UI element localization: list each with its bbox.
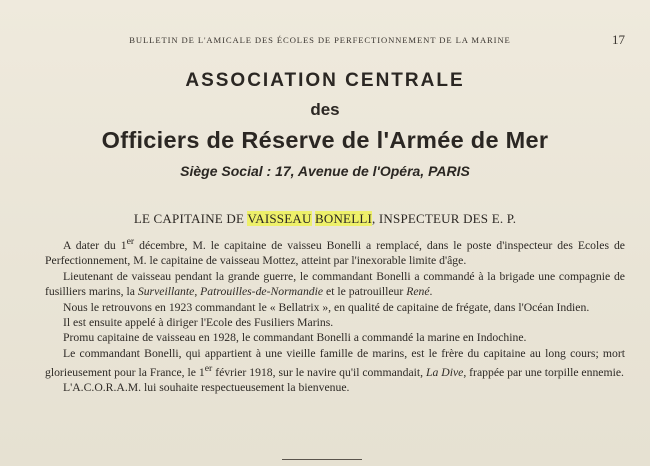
title-association-centrale: ASSOCIATION CENTRALE bbox=[185, 70, 465, 91]
p6-part-c: , frappée par une torpille ennemie. bbox=[463, 366, 624, 380]
heading-highlight-bonelli: BONELLI bbox=[315, 211, 372, 226]
page-number: 17 bbox=[612, 32, 625, 47]
p6-part-a: Le commandant Bonelli, qui appartient à une vieille famille de marins, est le frère du capitaine au long cours; mort glorieusement pour la France, le 1 bbox=[45, 346, 625, 380]
paragraph-5: Promu capitaine de vaisseau en 1928, le commandant Bonelli a commandé la marine en Indochine. bbox=[63, 331, 527, 345]
bottom-divider bbox=[282, 459, 362, 460]
paragraph-4: Il est ensuite appelé à diriger l'Ecole des Fusiliers Marins. bbox=[63, 315, 334, 329]
running-header: BULLETIN DE L'AMICALE DES ÉCOLES DE PERFECTIONNEMENT DE LA MARINE bbox=[129, 35, 511, 45]
heading-prefix: LE CAPITAINE DE bbox=[133, 211, 248, 226]
p2-ship-rene: René bbox=[406, 285, 430, 299]
p1-part-b: décembre, M. le capitaine de vaisseu Bonelli a remplacé, dans le poste d'inspecteur des Ecoles de Perfectionnement, M. le capitaine de vaisseau Mottez, atteint par l'inexorable limite d'âge. bbox=[45, 238, 625, 268]
heading-highlight-vaisseau: VAISSEAU bbox=[247, 211, 312, 226]
p2-part-b: , bbox=[194, 285, 201, 299]
p6-sup: er bbox=[204, 363, 213, 375]
p2-part-a: Lieutenant de vaisseau pendant la grande guerre, le commandant Bonelli a commandé à la brigade une compagnie de fusilliers marins, la bbox=[45, 269, 625, 299]
article-body bbox=[45, 234, 625, 396]
p1-sup: er bbox=[126, 236, 135, 247]
p2-ship-patrouilles: Patrouilles-de-Normandie bbox=[200, 285, 324, 299]
paragraph-6 bbox=[45, 346, 625, 381]
p2-part-d: . bbox=[429, 285, 433, 299]
p6-ship-la-dive: La Dive bbox=[425, 366, 464, 380]
p2-ship-surveillante: Surveillante bbox=[137, 285, 195, 299]
article-heading bbox=[0, 211, 650, 227]
p6-part-b: février 1918, sur le navire qu'il commandait, bbox=[212, 366, 426, 380]
paragraph-3: Nous le retrouvons en 1923 commandant le « Bellatrix », en qualité de capitaine de frégate, dans l'Océan Indien. bbox=[63, 300, 590, 314]
paragraph-2 bbox=[45, 269, 625, 300]
title-officiers-de-reserve: Officiers de Réserve de l'Armée de Mer bbox=[101, 127, 549, 153]
siege-social-subtitle: Siège Social : 17, Avenue de l'Opéra, PARIS bbox=[180, 163, 470, 179]
paragraph-7: L'A.C.O.R.A.M. lui souhaite respectueusement la bienvenue. bbox=[63, 381, 350, 395]
paragraph-1 bbox=[45, 234, 625, 269]
title-des: des bbox=[310, 100, 340, 119]
p1-part-a: A dater du 1 bbox=[63, 238, 127, 252]
heading-suffix: , INSPECTEUR DES E. P. bbox=[372, 211, 517, 226]
p2-part-c: et le patrouilleur bbox=[323, 285, 407, 299]
